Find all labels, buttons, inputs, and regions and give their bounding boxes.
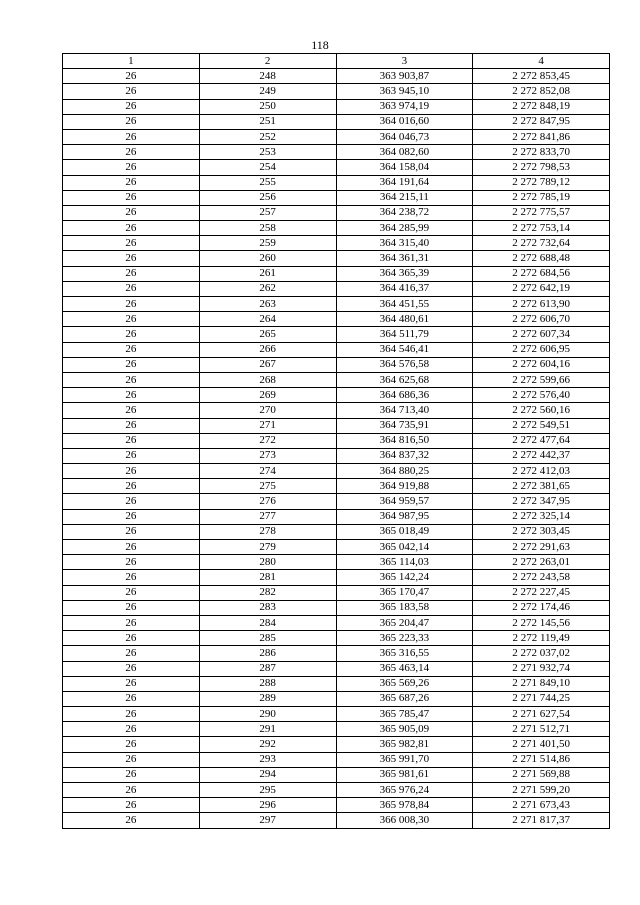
table-cell: 26 xyxy=(63,479,200,494)
table-cell: 364 837,32 xyxy=(336,448,473,463)
table-cell: 274 xyxy=(199,464,336,479)
table-cell: 365 991,70 xyxy=(336,752,473,767)
table-cell: 2 272 243,58 xyxy=(473,570,610,585)
table-cell: 364 480,61 xyxy=(336,312,473,327)
table-cell: 26 xyxy=(63,145,200,160)
table-cell: 2 272 174,46 xyxy=(473,600,610,615)
table-cell: 26 xyxy=(63,509,200,524)
table-cell: 2 272 753,14 xyxy=(473,221,610,236)
table-cell: 26 xyxy=(63,631,200,646)
table-row xyxy=(63,707,610,722)
table-cell: 283 xyxy=(199,600,336,615)
table-cell: 26 xyxy=(63,646,200,661)
table-cell: 364 238,72 xyxy=(336,205,473,220)
table-cell: 363 974,19 xyxy=(336,99,473,114)
table-row xyxy=(63,737,610,752)
table-cell: 26 xyxy=(63,312,200,327)
table-cell: 2 272 119,49 xyxy=(473,631,610,646)
table-row xyxy=(63,342,610,357)
table-cell: 26 xyxy=(63,813,200,828)
table-cell: 261 xyxy=(199,266,336,281)
table-row xyxy=(63,312,610,327)
table-cell: 290 xyxy=(199,707,336,722)
table-cell: 2 271 673,43 xyxy=(473,798,610,813)
table-cell: 365 316,55 xyxy=(336,646,473,661)
table-cell: 2 272 613,90 xyxy=(473,297,610,312)
table-cell: 2 272 853,45 xyxy=(473,69,610,84)
table-cell: 2 271 514,86 xyxy=(473,752,610,767)
table-cell: 282 xyxy=(199,585,336,600)
table-cell: 363 903,87 xyxy=(336,69,473,84)
table-cell: 26 xyxy=(63,752,200,767)
table-row xyxy=(63,175,610,190)
table-cell: 364 816,50 xyxy=(336,433,473,448)
table-row xyxy=(63,251,610,266)
table-cell: 249 xyxy=(199,84,336,99)
table-cell: 280 xyxy=(199,555,336,570)
column-header-1: 1 xyxy=(63,54,200,69)
table-cell: 2 272 303,45 xyxy=(473,524,610,539)
table-cell: 365 982,81 xyxy=(336,737,473,752)
table-cell: 294 xyxy=(199,767,336,782)
table-row xyxy=(63,281,610,296)
table-cell: 26 xyxy=(63,676,200,691)
table-cell: 26 xyxy=(63,266,200,281)
table-cell: 2 272 263,01 xyxy=(473,555,610,570)
table-cell: 255 xyxy=(199,175,336,190)
table-row xyxy=(63,418,610,433)
table-cell: 284 xyxy=(199,615,336,630)
table-cell: 266 xyxy=(199,342,336,357)
table-cell: 2 271 932,74 xyxy=(473,661,610,676)
table-row xyxy=(63,479,610,494)
table-cell: 269 xyxy=(199,388,336,403)
table-cell: 2 272 606,70 xyxy=(473,312,610,327)
table-cell: 257 xyxy=(199,205,336,220)
table-cell: 26 xyxy=(63,540,200,555)
table-cell: 26 xyxy=(63,205,200,220)
table-cell: 2 272 291,63 xyxy=(473,540,610,555)
table-cell: 26 xyxy=(63,798,200,813)
table-row xyxy=(63,631,610,646)
table-cell: 26 xyxy=(63,114,200,129)
table-row xyxy=(63,494,610,509)
table-cell: 26 xyxy=(63,221,200,236)
table-row xyxy=(63,69,610,84)
table-row xyxy=(63,798,610,813)
table-cell: 267 xyxy=(199,357,336,372)
table-cell: 364 416,37 xyxy=(336,281,473,296)
table-cell: 273 xyxy=(199,448,336,463)
table-cell: 292 xyxy=(199,737,336,752)
table-cell: 26 xyxy=(63,372,200,387)
table-cell: 365 114,03 xyxy=(336,555,473,570)
table-cell: 2 272 347,95 xyxy=(473,494,610,509)
table-cell: 2 272 227,45 xyxy=(473,585,610,600)
table-cell: 2 272 442,37 xyxy=(473,448,610,463)
table-row xyxy=(63,646,610,661)
table-cell: 26 xyxy=(63,722,200,737)
table-cell: 364 285,99 xyxy=(336,221,473,236)
table-cell: 26 xyxy=(63,190,200,205)
table-row xyxy=(63,555,610,570)
table-header-row xyxy=(63,54,610,69)
table-row xyxy=(63,691,610,706)
table-cell: 2 272 607,34 xyxy=(473,327,610,342)
table-row xyxy=(63,327,610,342)
table-cell: 26 xyxy=(63,129,200,144)
table-cell: 26 xyxy=(63,464,200,479)
table-cell: 364 546,41 xyxy=(336,342,473,357)
table-cell: 260 xyxy=(199,251,336,266)
table-row xyxy=(63,783,610,798)
table-cell: 2 272 775,57 xyxy=(473,205,610,220)
table-cell: 251 xyxy=(199,114,336,129)
table-cell: 364 016,60 xyxy=(336,114,473,129)
table-cell: 26 xyxy=(63,524,200,539)
table-row xyxy=(63,84,610,99)
table-cell: 2 272 604,16 xyxy=(473,357,610,372)
table-cell: 258 xyxy=(199,221,336,236)
table-cell: 26 xyxy=(63,69,200,84)
table-row xyxy=(63,403,610,418)
table-cell: 2 271 817,37 xyxy=(473,813,610,828)
table-row xyxy=(63,114,610,129)
table-row xyxy=(63,464,610,479)
table-cell: 285 xyxy=(199,631,336,646)
table-cell: 26 xyxy=(63,403,200,418)
table-cell: 2 272 852,08 xyxy=(473,84,610,99)
table-cell: 365 687,26 xyxy=(336,691,473,706)
table-cell: 275 xyxy=(199,479,336,494)
table-row xyxy=(63,752,610,767)
table-cell: 365 223,33 xyxy=(336,631,473,646)
table-cell: 26 xyxy=(63,691,200,706)
table-cell: 2 272 325,14 xyxy=(473,509,610,524)
table-row xyxy=(63,388,610,403)
table-cell: 26 xyxy=(63,585,200,600)
table-row xyxy=(63,615,610,630)
table-cell: 2 272 848,19 xyxy=(473,99,610,114)
table-cell: 365 785,47 xyxy=(336,707,473,722)
table-cell: 2 272 789,12 xyxy=(473,175,610,190)
coordinates-table xyxy=(62,53,610,829)
table-row xyxy=(63,297,610,312)
table-cell: 364 215,11 xyxy=(336,190,473,205)
table-cell: 26 xyxy=(63,418,200,433)
table-cell: 26 xyxy=(63,388,200,403)
table-cell: 2 272 841,86 xyxy=(473,129,610,144)
table-body xyxy=(63,69,610,828)
table-cell: 279 xyxy=(199,540,336,555)
table-cell: 2 272 684,56 xyxy=(473,266,610,281)
table-cell: 2 272 037,02 xyxy=(473,646,610,661)
table-row xyxy=(63,813,610,828)
table-cell: 364 082,60 xyxy=(336,145,473,160)
table-cell: 26 xyxy=(63,99,200,114)
table-cell: 26 xyxy=(63,661,200,676)
table-cell: 364 191,64 xyxy=(336,175,473,190)
table-cell: 2 272 477,64 xyxy=(473,433,610,448)
table-cell: 26 xyxy=(63,494,200,509)
table-cell: 364 361,31 xyxy=(336,251,473,266)
table-cell: 288 xyxy=(199,676,336,691)
table-cell: 26 xyxy=(63,707,200,722)
table-row xyxy=(63,767,610,782)
table-row xyxy=(63,145,610,160)
column-header-4: 4 xyxy=(473,54,610,69)
table-cell: 2 271 744,25 xyxy=(473,691,610,706)
table-cell: 2 272 381,65 xyxy=(473,479,610,494)
table-cell: 365 978,84 xyxy=(336,798,473,813)
table-cell: 259 xyxy=(199,236,336,251)
table-cell: 364 959,57 xyxy=(336,494,473,509)
table-cell: 2 272 732,64 xyxy=(473,236,610,251)
table-cell: 366 008,30 xyxy=(336,813,473,828)
table-cell: 252 xyxy=(199,129,336,144)
table-cell: 263 xyxy=(199,297,336,312)
table-row xyxy=(63,540,610,555)
table-cell: 293 xyxy=(199,752,336,767)
table-cell: 296 xyxy=(199,798,336,813)
table-cell: 364 735,91 xyxy=(336,418,473,433)
table-cell: 2 272 560,16 xyxy=(473,403,610,418)
table-cell: 264 xyxy=(199,312,336,327)
table-cell: 268 xyxy=(199,372,336,387)
table-cell: 2 272 688,48 xyxy=(473,251,610,266)
table-cell: 2 272 145,56 xyxy=(473,615,610,630)
table-cell: 281 xyxy=(199,570,336,585)
table-row xyxy=(63,372,610,387)
table-cell: 26 xyxy=(63,448,200,463)
table-row xyxy=(63,448,610,463)
table-cell: 26 xyxy=(63,357,200,372)
table-cell: 2 271 849,10 xyxy=(473,676,610,691)
table-cell: 365 183,58 xyxy=(336,600,473,615)
table-cell: 26 xyxy=(63,600,200,615)
table-cell: 286 xyxy=(199,646,336,661)
table-row xyxy=(63,524,610,539)
table-cell: 2 271 401,50 xyxy=(473,737,610,752)
table-cell: 364 046,73 xyxy=(336,129,473,144)
table-cell: 253 xyxy=(199,145,336,160)
table-row xyxy=(63,357,610,372)
table-cell: 276 xyxy=(199,494,336,509)
table-cell: 295 xyxy=(199,783,336,798)
table-cell: 364 315,40 xyxy=(336,236,473,251)
table-cell: 2 272 412,03 xyxy=(473,464,610,479)
table-cell: 256 xyxy=(199,190,336,205)
table-row xyxy=(63,236,610,251)
table-cell: 2 272 642,19 xyxy=(473,281,610,296)
table-row xyxy=(63,221,610,236)
table-cell: 278 xyxy=(199,524,336,539)
table-cell: 26 xyxy=(63,84,200,99)
table-cell: 364 365,39 xyxy=(336,266,473,281)
table-cell: 2 272 549,51 xyxy=(473,418,610,433)
table-cell: 2 271 512,71 xyxy=(473,722,610,737)
table-cell: 364 987,95 xyxy=(336,509,473,524)
table-cell: 297 xyxy=(199,813,336,828)
table-cell: 364 625,68 xyxy=(336,372,473,387)
table-cell: 2 272 576,40 xyxy=(473,388,610,403)
table-cell: 26 xyxy=(63,570,200,585)
table-cell: 287 xyxy=(199,661,336,676)
table-row xyxy=(63,266,610,281)
table-cell: 364 686,36 xyxy=(336,388,473,403)
table-cell: 26 xyxy=(63,783,200,798)
table-cell: 365 170,47 xyxy=(336,585,473,600)
table-row xyxy=(63,205,610,220)
table-cell: 365 905,09 xyxy=(336,722,473,737)
table-cell: 365 018,49 xyxy=(336,524,473,539)
table-cell: 270 xyxy=(199,403,336,418)
table-cell: 365 204,47 xyxy=(336,615,473,630)
table-row xyxy=(63,585,610,600)
table-cell: 26 xyxy=(63,251,200,266)
table-row xyxy=(63,509,610,524)
column-header-3: 3 xyxy=(336,54,473,69)
table-cell: 364 451,55 xyxy=(336,297,473,312)
table-row xyxy=(63,676,610,691)
table-cell: 26 xyxy=(63,297,200,312)
table-cell: 364 880,25 xyxy=(336,464,473,479)
table-cell: 26 xyxy=(63,555,200,570)
table-cell: 289 xyxy=(199,691,336,706)
table-cell: 365 463,14 xyxy=(336,661,473,676)
table-cell: 364 919,88 xyxy=(336,479,473,494)
table-cell: 254 xyxy=(199,160,336,175)
table-cell: 365 142,24 xyxy=(336,570,473,585)
table-cell: 26 xyxy=(63,327,200,342)
table-cell: 271 xyxy=(199,418,336,433)
table-cell: 363 945,10 xyxy=(336,84,473,99)
column-header-2: 2 xyxy=(199,54,336,69)
table-cell: 2 272 798,53 xyxy=(473,160,610,175)
table-cell: 364 713,40 xyxy=(336,403,473,418)
table-cell: 26 xyxy=(63,175,200,190)
table-cell: 26 xyxy=(63,236,200,251)
table-cell: 364 576,58 xyxy=(336,357,473,372)
table-cell: 365 569,26 xyxy=(336,676,473,691)
table-row xyxy=(63,722,610,737)
table-row xyxy=(63,129,610,144)
table-cell: 265 xyxy=(199,327,336,342)
table-row xyxy=(63,99,610,114)
table-row xyxy=(63,570,610,585)
table-cell: 365 042,14 xyxy=(336,540,473,555)
table-cell: 248 xyxy=(199,69,336,84)
table-cell: 2 272 785,19 xyxy=(473,190,610,205)
table-row xyxy=(63,433,610,448)
table-cell: 26 xyxy=(63,737,200,752)
table-cell: 364 158,04 xyxy=(336,160,473,175)
table-cell: 262 xyxy=(199,281,336,296)
table-cell: 291 xyxy=(199,722,336,737)
table-cell: 2 271 569,88 xyxy=(473,767,610,782)
table-cell: 2 272 833,70 xyxy=(473,145,610,160)
table-cell: 250 xyxy=(199,99,336,114)
page-number: 118 xyxy=(311,38,329,52)
table-cell: 272 xyxy=(199,433,336,448)
table-cell: 26 xyxy=(63,281,200,296)
table-row xyxy=(63,160,610,175)
table-cell: 365 981,61 xyxy=(336,767,473,782)
table-row xyxy=(63,661,610,676)
table-cell: 26 xyxy=(63,615,200,630)
table-cell: 26 xyxy=(63,342,200,357)
table-cell: 2 272 847,95 xyxy=(473,114,610,129)
table-cell: 26 xyxy=(63,160,200,175)
table-row xyxy=(63,190,610,205)
table-cell: 26 xyxy=(63,433,200,448)
table-cell: 2 271 599,20 xyxy=(473,783,610,798)
table-cell: 26 xyxy=(63,767,200,782)
table-cell: 364 511,79 xyxy=(336,327,473,342)
table-cell: 365 976,24 xyxy=(336,783,473,798)
table-cell: 2 271 627,54 xyxy=(473,707,610,722)
table-cell: 2 272 606,95 xyxy=(473,342,610,357)
table-cell: 2 272 599,66 xyxy=(473,372,610,387)
table-cell: 277 xyxy=(199,509,336,524)
table-row xyxy=(63,600,610,615)
